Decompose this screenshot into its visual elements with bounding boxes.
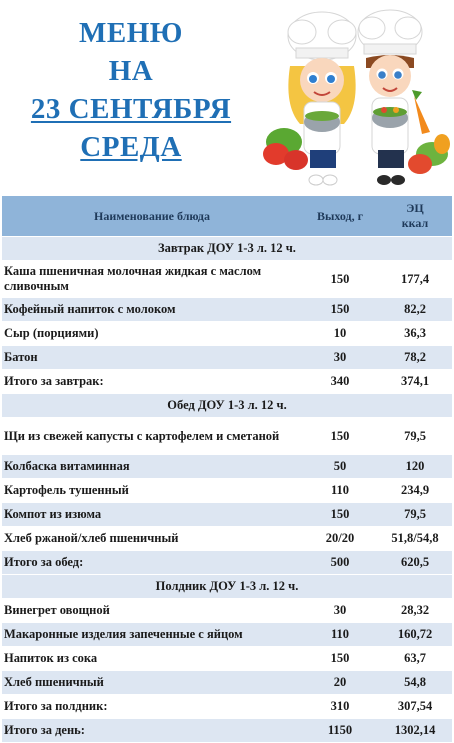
header [0,0,454,196]
dish-energy: 36,3 [378,322,452,346]
dish-output: 30 [302,599,378,623]
table-row [2,455,452,479]
dish-energy: 79,5 [378,418,452,455]
dish-output: 110 [302,623,378,647]
chef-kids-illustration [262,4,452,190]
table-row [2,418,452,455]
table-row-total [2,370,452,394]
title-date: 23 СЕНТЯБРЯ [30,93,232,125]
day-total-output: 1150 [302,719,378,743]
dish-energy: 82,2 [378,298,452,322]
table-row [2,479,452,503]
total-energy: 374,1 [378,370,452,394]
col-header-output: Выход, г [302,196,378,237]
col-header-energy-line1: ЭЦ [406,201,424,215]
dish-energy: 120 [378,455,452,479]
dish-energy: 234,9 [378,479,452,503]
menu-table [2,196,452,743]
menu-title [0,14,262,166]
total-output: 500 [302,551,378,575]
dish-energy: 63,7 [378,647,452,671]
dish-name: Макаронные изделия запеченные с яйцом [2,623,302,647]
dish-output: 10 [302,322,378,346]
day-total-label: Итого за день: [2,719,302,743]
total-energy: 620,5 [378,551,452,575]
title-line-1: МЕНЮ [79,17,183,49]
dish-name: Винегрет овощной [2,599,302,623]
dish-energy: 54,8 [378,671,452,695]
dish-energy: 177,4 [378,261,452,298]
dish-output: 150 [302,647,378,671]
table-row [2,647,452,671]
dish-name: Компот из изюма [2,503,302,527]
total-label: Итого за завтрак: [2,370,302,394]
section-lunch [2,394,452,418]
dish-energy: 28,32 [378,599,452,623]
table-row-total [2,551,452,575]
day-total-energy: 1302,14 [378,719,452,743]
dish-name: Батон [2,346,302,370]
section-title: Полдник ДОУ 1-3 л. 12 ч. [2,575,452,599]
table-row [2,298,452,322]
dish-output: 30 [302,346,378,370]
dish-output: 50 [302,455,378,479]
table-header-row [2,196,452,237]
dish-output: 150 [302,418,378,455]
title-line-2: НА [108,55,154,87]
total-energy: 307,54 [378,695,452,719]
table-row-total [2,695,452,719]
total-label: Итого за обед: [2,551,302,575]
dish-name: Щи из свежей капусты с картофелем и сметаной [2,418,302,455]
table-row [2,503,452,527]
dish-name: Колбаска витаминная [2,455,302,479]
section-title: Обед ДОУ 1-3 л. 12 ч. [2,394,452,418]
table-row [2,671,452,695]
dish-energy: 51,8/54,8 [378,527,452,551]
table-row [2,527,452,551]
dish-output: 20/20 [302,527,378,551]
total-output: 340 [302,370,378,394]
dish-output: 150 [302,298,378,322]
table-row [2,261,452,298]
total-output: 310 [302,695,378,719]
table-row [2,322,452,346]
dish-name: Каша пшеничная молочная жидкая с маслом сливочным [2,261,302,298]
dish-energy: 79,5 [378,503,452,527]
dish-name: Сыр (порциями) [2,322,302,346]
dish-name: Картофель тушенный [2,479,302,503]
section-snack [2,575,452,599]
dish-output: 110 [302,479,378,503]
col-header-energy [378,196,452,237]
dish-name: Напиток из сока [2,647,302,671]
section-title: Завтрак ДОУ 1-3 л. 12 ч. [2,237,452,261]
section-breakfast [2,237,452,261]
total-label: Итого за полдник: [2,695,302,719]
dish-name: Хлеб пшеничный [2,671,302,695]
dish-energy: 160,72 [378,623,452,647]
col-header-name: Наименование блюда [2,196,302,237]
title-weekday: СРЕДА [80,131,182,163]
table-row [2,623,452,647]
dish-energy: 78,2 [378,346,452,370]
col-header-energy-line2: ккал [401,216,429,230]
dish-output: 20 [302,671,378,695]
table-row [2,599,452,623]
dish-name: Хлеб ржаной/хлеб пшеничный [2,527,302,551]
dish-output: 150 [302,503,378,527]
dish-output: 150 [302,261,378,298]
table-row [2,346,452,370]
dish-name: Кофейный напиток с молоком [2,298,302,322]
